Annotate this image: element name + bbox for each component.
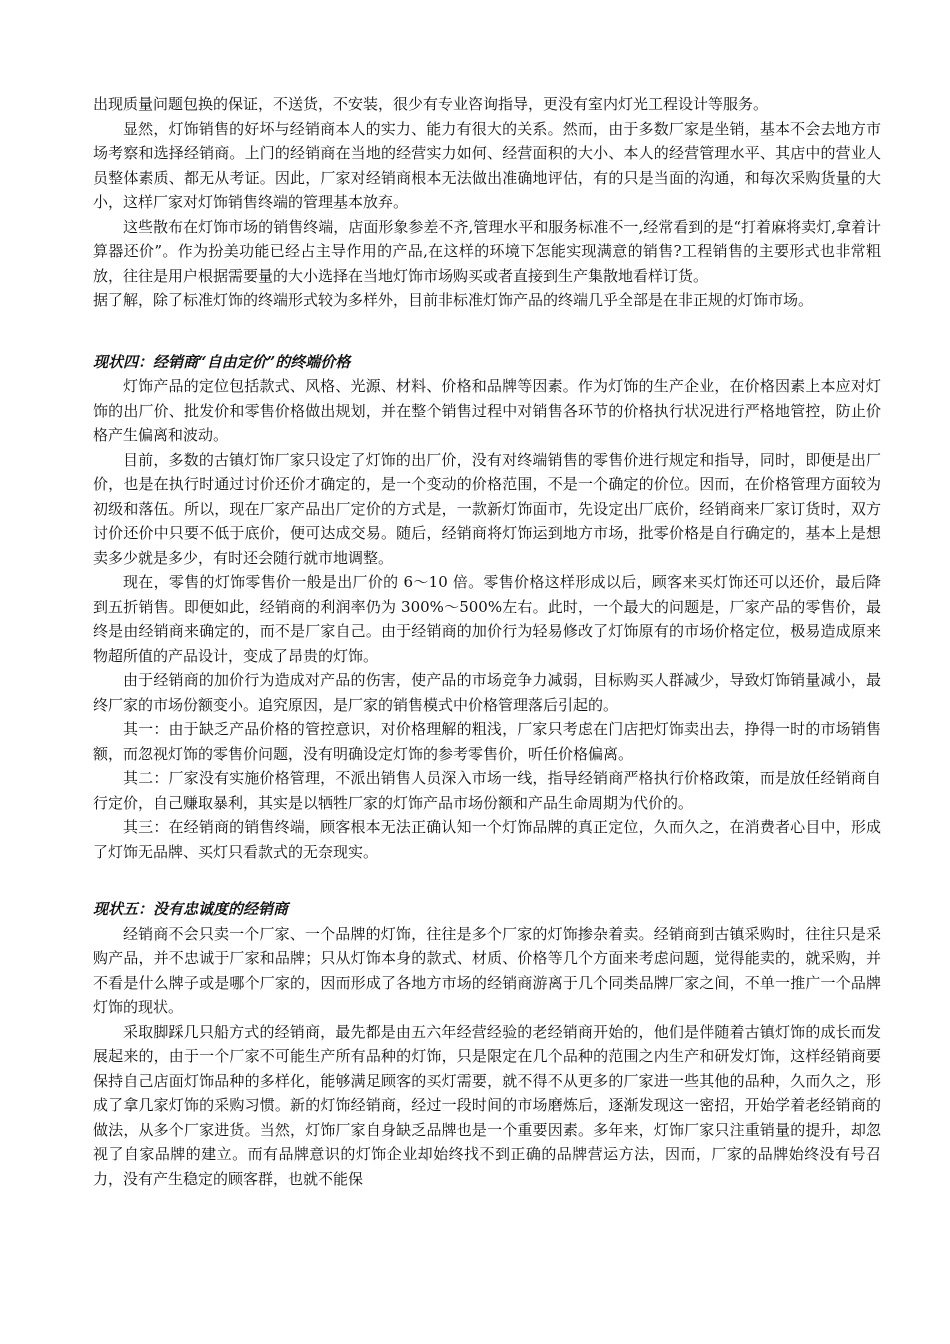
section-heading: 现状四：经销商“自由定价”的终端价格 bbox=[93, 352, 351, 371]
section-spacer bbox=[93, 864, 881, 897]
section-heading: 现状五：没有忠诚度的经销商 bbox=[93, 900, 289, 918]
paragraph: 由于经销商的加价行为造成对产品的伤害，使产品的市场竞争力减弱，目标购买人群减少，导致灯饰销量减小，最终厂家的市场份额变小。追究原因，是厂家的销售模式中价格管理落后引起的。 bbox=[93, 671, 881, 714]
document-page bbox=[93, 92, 881, 1191]
paragraph: 其二：厂家没有实施价格管理，不派出销售人员深入市场一线，指导经销商严格执行价格政策，而是放任经销商自行定价，自己赚取暴利，其实是以牺牲厂家的灯饰产品市场份额和产品生命周期为代价的。 bbox=[93, 769, 881, 812]
paragraph: 灯饰产品的定位包括款式、风格、光源、材料、价格和品牌等因素。作为灯饰的生产企业，在价格因素上本应对灯饰的出厂价、批发价和零售价格做出规划，并在整个销售过程中对销售各环节的价格执行状况进行严格地管控，防止价格产生偏离和波动。 bbox=[93, 377, 881, 444]
paragraph: 采取脚踩几只船方式的经销商，最先都是由五六年经营经验的老经销商开始的，他们是伴随着古镇灯饰的成长而发展起来的，由于一个厂家不可能生产所有品种的灯饰，只是限定在几个品种的范围之内生产和研发灯饰，这样经销商要保持自己店面灯饰品种的多样化，能够满足顾客的买灯需要，就不得不从更多的厂家进一些其他的品种，久而久之，形成了拿几家灯饰的采购习惯。新的灯饰经销商，经过一段时间的市场磨炼后，逐渐发现这一密招，开始学着老经销商的做法，从多个厂家进货。当然，灯饰厂家自身缺乏品牌也是一个重要因素。多年来，灯饰厂家只注重销量的提升，却忽视了自家品牌的建立。而有品牌意识的灯饰企业却始终找不到正确的品牌营运方法，因而，厂家的品牌始终没有号召力，没有产生稳定的顾客群，也就不能保 bbox=[93, 1022, 881, 1188]
paragraph: 显然，灯饰销售的好坏与经销商本人的实力、能力有很大的关系。然而，由于多数厂家是坐销，基本不会去地方市场考察和选择经销商。上门的经销商在当地的经营实力如何、经营面积的大小、本人的经营管理水平、其店中的营业人员整体素质、都无从考证。因此，厂家对经销商根本无法做出准确地评估，有的只是当面的沟通，和每次采购货量的大小，这样厂家对灯饰销售终端的管理基本放弃。 bbox=[93, 119, 881, 211]
paragraph: 据了解，除了标准灯饰的终端形式较为多样外，目前非标准灯饰产品的终端几乎全部是在非正规的灯饰市场。 bbox=[93, 291, 814, 309]
paragraph: 其三：在经销商的销售终端，顾客根本无法正确认知一个灯饰品牌的真正定位，久而久之，在消费者心目中，形成了灯饰无品牌、买灯只看款式的无奈现实。 bbox=[93, 818, 881, 861]
paragraph: 这些散布在灯饰市场的销售终端，店面形象参差不齐,管理水平和服务标准不一,经常看到的是“打着麻将卖灯,拿着计算器还价”。作为扮美功能已经占主导作用的产品,在这样的环境下怎能实现满意的销售?工程销售的主要形式也非常粗放，往往是用户根据需要量的大小选择在当地灯饰市场购买或者直接到生产集散地看样订货。 bbox=[93, 217, 881, 285]
paragraph: 经销商不会只卖一个厂家、一个品牌的灯饰，往往是多个厂家的灯饰掺杂着卖。经销商到古镇采购时，往往只是采购产品，并不忠诚于厂家和品牌；只从灯饰本身的款式、材质、价格等几个方面来考虑问题，觉得能卖的，就采购，并不看是什么牌子或是哪个厂家的，因而形成了各地方市场的经销商游离于几个同类品牌厂家之间，不单一推广一个品牌灯饰的现状。 bbox=[93, 924, 881, 1016]
paragraph: 现在，零售的灯饰零售价一般是出厂价的 6～10 倍。零售价格这样形成以后，顾客来买灯饰还可以还价，最后降到五折销售。即便如此，经销商的利润率仍为 300%～500%左右。此时，一个最大的问题是，厂家产品的零售价，最终是由经销商来确定的，而不是厂家自己。由于经销商的加价行为轻易修改了灯饰原有的市场价格定位，极易造成原来物超所值的产品设计，变成了昂贵的灯饰。 bbox=[93, 573, 881, 665]
paragraph: 其一：由于缺乏产品价格的管控意识，对价格理解的粗浅，厂家只考虑在门店把灯饰卖出去，挣得一时的市场销售额，而忽视灯饰的零售价问题，没有明确设定灯饰的参考零售价，听任价格偏离。 bbox=[93, 720, 881, 763]
paragraph: 目前，多数的古镇灯饰厂家只设定了灯饰的出厂价，没有对终端销售的零售价进行规定和指导，同时，即便是出厂价，也是在执行时通过讨价还价才确定的，是一个变动的价格范围，不是一个确定的价位。因而，在价格管理方面较为初级和落伍。所以，现在厂家产品出厂定价的方式是，一款新灯饰面市，先设定出厂底价，经销商来厂家订货时，双方讨价还价中只要不低于底价，便可达成交易。随后，经销商将灯饰运到地方市场，批零价格是自行确定的，基本上是想卖多少就是多少，有时还会随行就市地调整。 bbox=[93, 450, 881, 567]
section-spacer bbox=[93, 313, 881, 350]
paragraph: 出现质量问题包换的保证，不送货，不安装，很少有专业咨询指导，更没有室内灯光工程设计等服务。 bbox=[93, 95, 769, 113]
